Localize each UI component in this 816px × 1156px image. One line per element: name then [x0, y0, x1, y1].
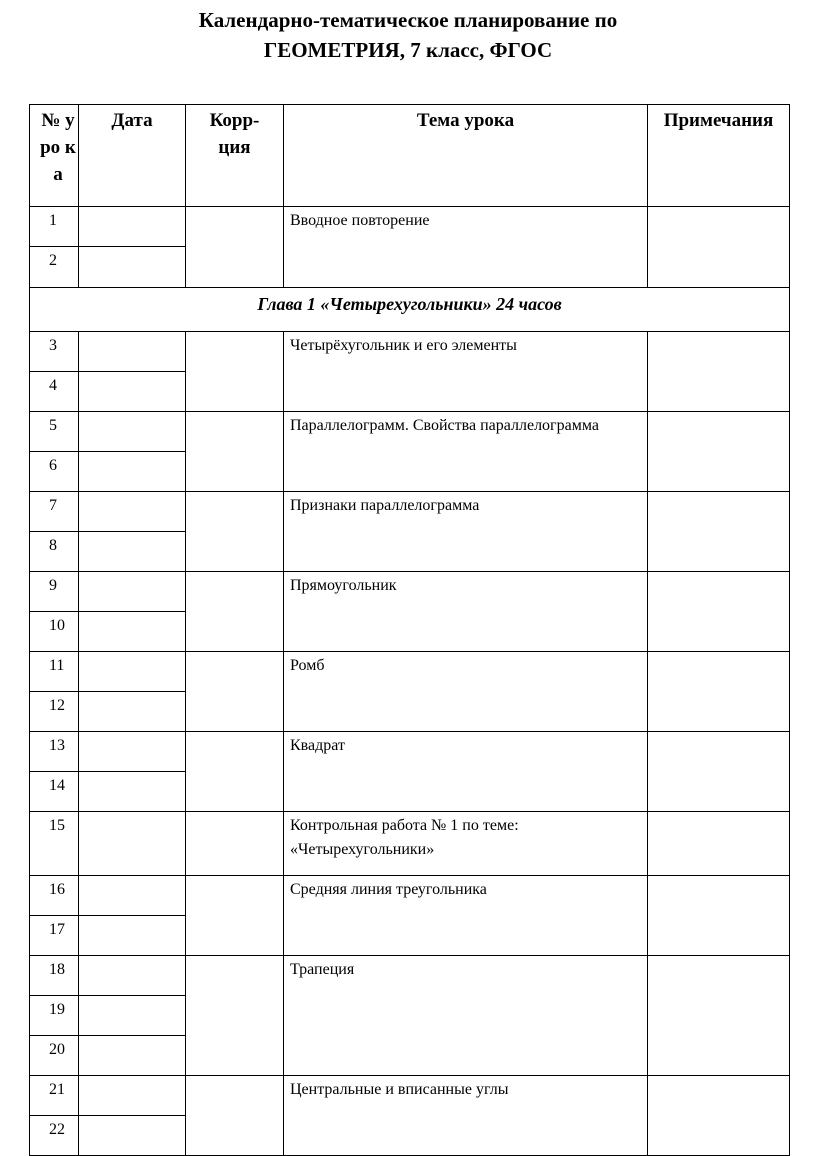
date-cell[interactable]	[79, 772, 186, 812]
date-cell[interactable]	[79, 1116, 186, 1156]
chapter-row	[30, 288, 790, 332]
lesson-num: 10	[30, 612, 79, 652]
title-line-2: ГЕОМЕТРИЯ, 7 класс, ФГОС	[263, 38, 553, 62]
date-cell[interactable]	[79, 732, 186, 772]
correction-cell[interactable]	[186, 332, 284, 412]
date-cell[interactable]	[79, 247, 186, 288]
lesson-num: 15	[30, 812, 79, 876]
lesson-topic: Центральные и вписанные углы	[284, 1076, 648, 1156]
date-cell[interactable]	[79, 532, 186, 572]
lesson-topic: Прямоугольник	[284, 572, 648, 652]
header-num: № уро ка	[30, 105, 79, 207]
notes-cell[interactable]	[648, 812, 790, 876]
notes-cell[interactable]	[648, 207, 790, 288]
date-cell[interactable]	[79, 812, 186, 876]
lesson-num: 17	[30, 916, 79, 956]
chapter-heading: Глава 1 «Четырехугольники» 24 часов	[30, 288, 790, 332]
lesson-topic: Квадрат	[284, 732, 648, 812]
notes-cell[interactable]	[648, 572, 790, 652]
date-cell[interactable]	[79, 372, 186, 412]
lesson-num: 3	[30, 332, 79, 372]
lesson-num: 19	[30, 996, 79, 1036]
notes-cell[interactable]	[648, 652, 790, 732]
lesson-num: 8	[30, 532, 79, 572]
date-cell[interactable]	[79, 492, 186, 532]
correction-cell[interactable]	[186, 876, 284, 956]
lesson-num: 7	[30, 492, 79, 532]
table-row	[30, 812, 790, 876]
date-cell[interactable]	[79, 956, 186, 996]
lesson-topic: Вводное повторение	[284, 207, 648, 288]
date-cell[interactable]	[79, 572, 186, 612]
table-row	[30, 732, 790, 772]
table-row	[30, 332, 790, 372]
date-cell[interactable]	[79, 876, 186, 916]
header-topic: Тема урока	[284, 105, 648, 207]
lesson-num: 16	[30, 876, 79, 916]
notes-cell[interactable]	[648, 876, 790, 956]
table-row	[30, 876, 790, 916]
table-row	[30, 956, 790, 996]
lesson-topic: Признаки параллелограмма	[284, 492, 648, 572]
lesson-num: 13	[30, 732, 79, 772]
notes-cell[interactable]	[648, 956, 790, 1076]
lesson-topic: Трапеция	[284, 956, 648, 1076]
date-cell[interactable]	[79, 452, 186, 492]
planning-table	[29, 104, 790, 1156]
correction-cell[interactable]	[186, 652, 284, 732]
correction-cell[interactable]	[186, 572, 284, 652]
page-title	[0, 5, 816, 65]
date-cell[interactable]	[79, 332, 186, 372]
table-row	[30, 1076, 790, 1116]
date-cell[interactable]	[79, 1076, 186, 1116]
lesson-num: 20	[30, 1036, 79, 1076]
lesson-num: 14	[30, 772, 79, 812]
lesson-num: 21	[30, 1076, 79, 1116]
table-row	[30, 412, 790, 452]
notes-cell[interactable]	[648, 732, 790, 812]
date-cell[interactable]	[79, 916, 186, 956]
header-correction: Корр-ция	[186, 105, 284, 207]
date-cell[interactable]	[79, 412, 186, 452]
correction-cell[interactable]	[186, 412, 284, 492]
correction-cell[interactable]	[186, 956, 284, 1076]
header-notes: Примечания	[648, 105, 790, 207]
lesson-topic: Четырёхугольник и его элементы	[284, 332, 648, 412]
date-cell[interactable]	[79, 612, 186, 652]
correction-cell[interactable]	[186, 812, 284, 876]
date-cell[interactable]	[79, 207, 186, 247]
header-row	[30, 105, 790, 207]
lesson-topic: Ромб	[284, 652, 648, 732]
lesson-topic: Средняя линия треугольника	[284, 876, 648, 956]
lesson-num: 11	[30, 652, 79, 692]
date-cell[interactable]	[79, 996, 186, 1036]
notes-cell[interactable]	[648, 492, 790, 572]
notes-cell[interactable]	[648, 332, 790, 412]
lesson-topic: Контрольная работа № 1 по теме: «Четырехугольники»	[284, 812, 648, 876]
correction-cell[interactable]	[186, 492, 284, 572]
correction-cell[interactable]	[186, 207, 284, 288]
table-row	[30, 207, 790, 247]
notes-cell[interactable]	[648, 1076, 790, 1156]
correction-cell[interactable]	[186, 732, 284, 812]
notes-cell[interactable]	[648, 412, 790, 492]
lesson-num: 9	[30, 572, 79, 612]
table-row	[30, 492, 790, 532]
correction-cell[interactable]	[186, 1076, 284, 1156]
date-cell[interactable]	[79, 692, 186, 732]
table-row	[30, 652, 790, 692]
lesson-topic: Параллелограмм. Свойства параллелограмма	[284, 412, 648, 492]
lesson-num: 12	[30, 692, 79, 732]
lesson-num: 6	[30, 452, 79, 492]
table-row	[30, 572, 790, 612]
date-cell[interactable]	[79, 1036, 186, 1076]
lesson-num: 2	[30, 247, 79, 288]
title-line-1: Календарно-тематическое планирование по	[198, 8, 618, 32]
date-cell[interactable]	[79, 652, 186, 692]
lesson-num: 18	[30, 956, 79, 996]
lesson-num: 4	[30, 372, 79, 412]
lesson-num: 22	[30, 1116, 79, 1156]
lesson-num: 1	[30, 207, 79, 247]
lesson-num: 5	[30, 412, 79, 452]
header-date: Дата	[79, 105, 186, 207]
